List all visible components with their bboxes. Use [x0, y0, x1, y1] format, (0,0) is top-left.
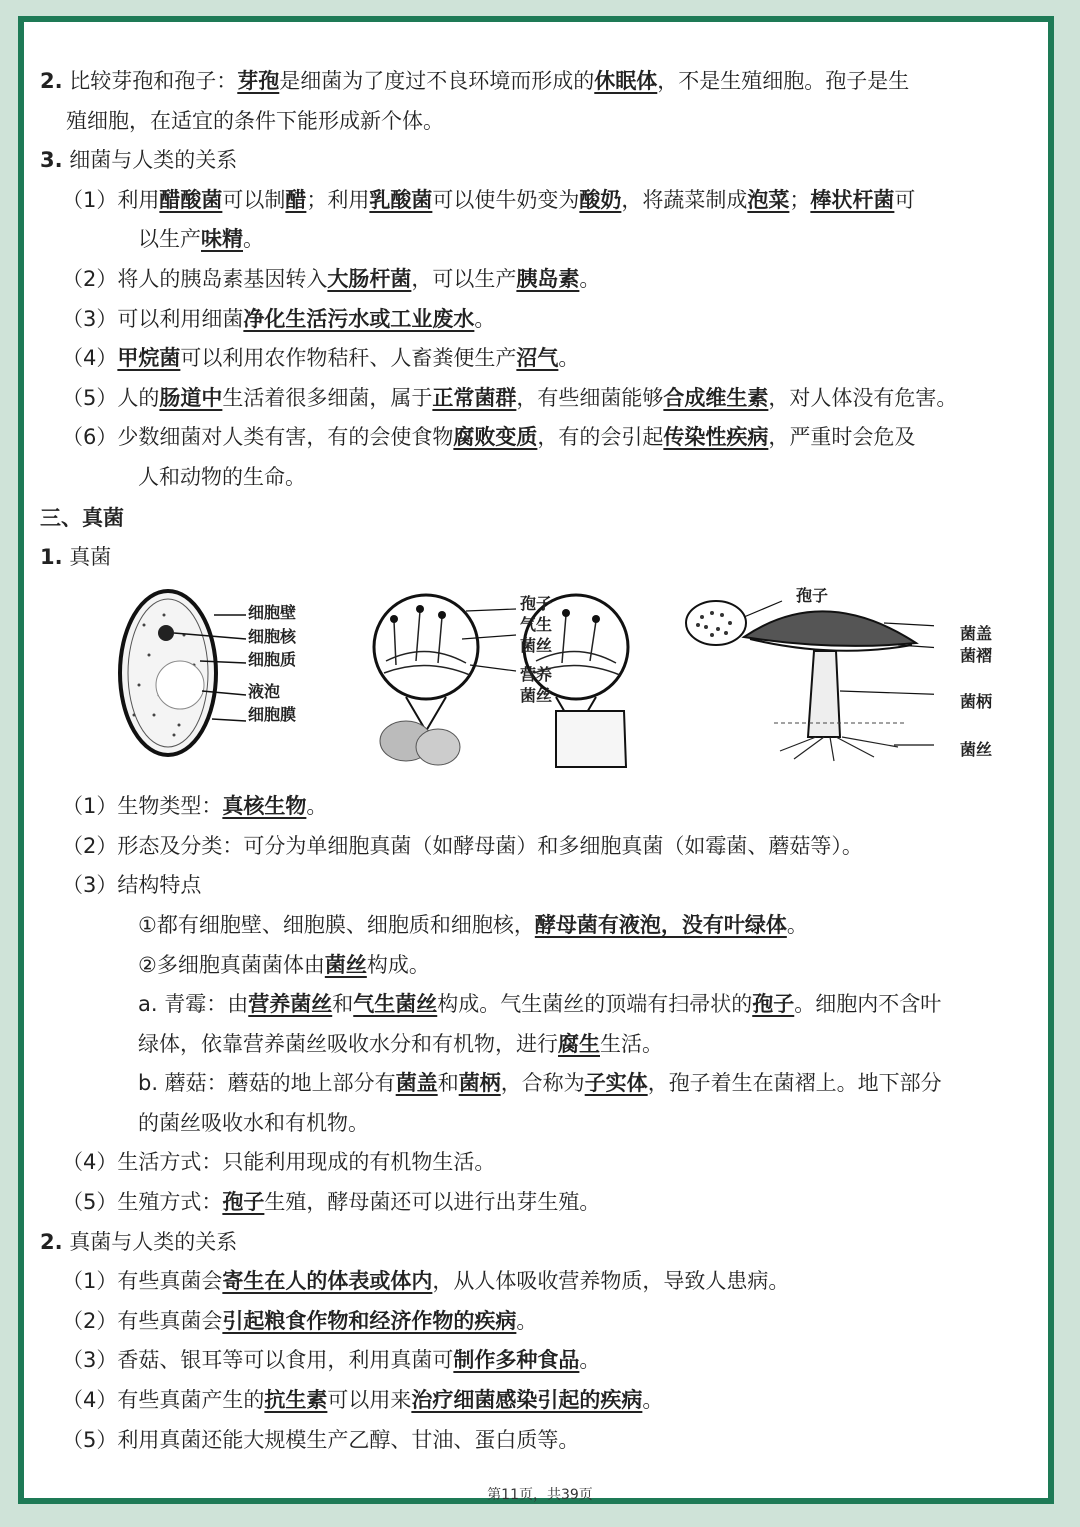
fungi-item-3-1: ①都有细胞壁、细胞膜、细胞质和细胞核，酵母菌有液泡，没有叶绿体。: [138, 912, 808, 937]
fungi-item-3-a-cont: 绿体，依靠营养菌丝吸收水分和有机物，进行腐生生活。: [138, 1031, 663, 1056]
fungi-item-3-2: ②多细胞真菌菌体由菌丝构成。: [138, 952, 430, 977]
yeast-labels: 细胞壁 细胞核 细胞质 液泡 细胞膜: [248, 603, 297, 725]
mushroom-cap-label: 菌盖: [960, 624, 993, 644]
fungi-human-heading: 2. 真菌与人类的关系: [40, 1229, 238, 1254]
mushroom-spore-label: 孢子: [796, 586, 829, 606]
bacteria-compare-line2: 殖细胞，在适宜的条件下能形成新个体。: [66, 108, 444, 133]
section-fungi-heading: 三、真菌: [40, 505, 124, 530]
mushroom-gill-label: 菌褶: [960, 646, 993, 666]
mushroom-stalk-label: 菌柄: [960, 692, 993, 712]
bacteria-item-5: （5）人的肠道中生活着很多细菌，属于正常菌群，有些细菌能够合成维生素，对人体没有危害。: [62, 385, 958, 410]
fungi-item-5: （5）生殖方式：孢子生殖，酵母菌还可以进行出芽生殖。: [62, 1190, 601, 1215]
bacteria-item-6: （6）少数细菌对人类有害，有的会使食物腐败变质，有的会引起传染性疾病，严重时会危及: [62, 425, 916, 450]
bacteria-human-heading: 3. 细菌与人类的关系: [40, 148, 238, 173]
mushroom-diagram: [684, 587, 934, 763]
mushroom-hyphae-label: 菌丝: [960, 740, 993, 760]
fungi-item-3: （3）结构特点: [62, 873, 202, 898]
bacteria-item-4: （4）甲烷菌可以利用农作物秸秆、人畜粪便生产沼气。: [62, 346, 580, 371]
page-content: [40, 62, 1020, 1460]
bacteria-item-2: （2）将人的胰岛素基因转入大肠杆菌，可以生产胰岛素。: [62, 266, 601, 291]
fungi-item-4: （4）生活方式：只能利用现成的有机物生活。: [62, 1150, 496, 1175]
fungi-item-2: （2）形态及分类：可分为单细胞真菌（如酵母菌）和多细胞真菌（如霉菌、蘑菇等）。: [62, 833, 863, 858]
bacteria-item-3: （3）可以利用细菌净化生活污水或工业废水。: [62, 306, 496, 331]
bacteria-item-1: （1）利用醋酸菌可以制醋；利用乳酸菌可以使牛奶变为酸奶，将蔬菜制成泡菜；棒状杆菌可: [62, 187, 916, 212]
mold-diagram: [366, 581, 636, 777]
bacteria-item-6-cont: 人和动物的生命。: [138, 464, 306, 489]
fungi-human-item-4: （4）有些真菌产生的抗生素可以用来治疗细菌感染引起的疾病。: [62, 1388, 664, 1413]
bacteria-compare-line1: 2. 比较芽孢和孢子：芽孢是细菌为了度过不良环境而形成的休眠体，不是生殖细胞。孢子是生: [40, 69, 910, 93]
mold-labels: 孢子 气生 菌丝 营养 菌丝: [520, 594, 553, 706]
fungi-figures: [40, 577, 1020, 787]
fungi-human-item-3: （3）香菇、银耳等可以食用，利用真菌可制作多种食品。: [62, 1348, 601, 1373]
fungi-item-3-b: b. 蘑菇：蘑菇的地上部分有菌盖和菌柄，合称为子实体，孢子着生在菌褶上。地下部分: [138, 1071, 942, 1096]
page-number-footer: 第11页，共39页: [487, 1487, 593, 1503]
fungi-human-item-1: （1）有些真菌会寄生在人的体表或体内，从人体吸收营养物质，导致人患病。: [62, 1269, 790, 1294]
fungi-item-3-a: a. 青霉：由营养菌丝和气生菌丝构成。气生菌丝的顶端有扫帚状的孢子。细胞内不含叶: [138, 992, 942, 1017]
bacteria-item-1-cont: 以生产味精。: [138, 227, 264, 252]
fungi-item-1: （1）生物类型：真核生物。: [62, 794, 328, 819]
fungi-subheading: 1. 真菌: [40, 544, 112, 569]
fungi-human-item-5: （5）利用真菌还能大规模生产乙醇、甘油、蛋白质等。: [62, 1427, 580, 1452]
fungi-human-item-2: （2）有些真菌会引起粮食作物和经济作物的疾病。: [62, 1308, 538, 1333]
fungi-item-3-b-cont: 的菌丝吸收水和有机物。: [138, 1110, 369, 1135]
